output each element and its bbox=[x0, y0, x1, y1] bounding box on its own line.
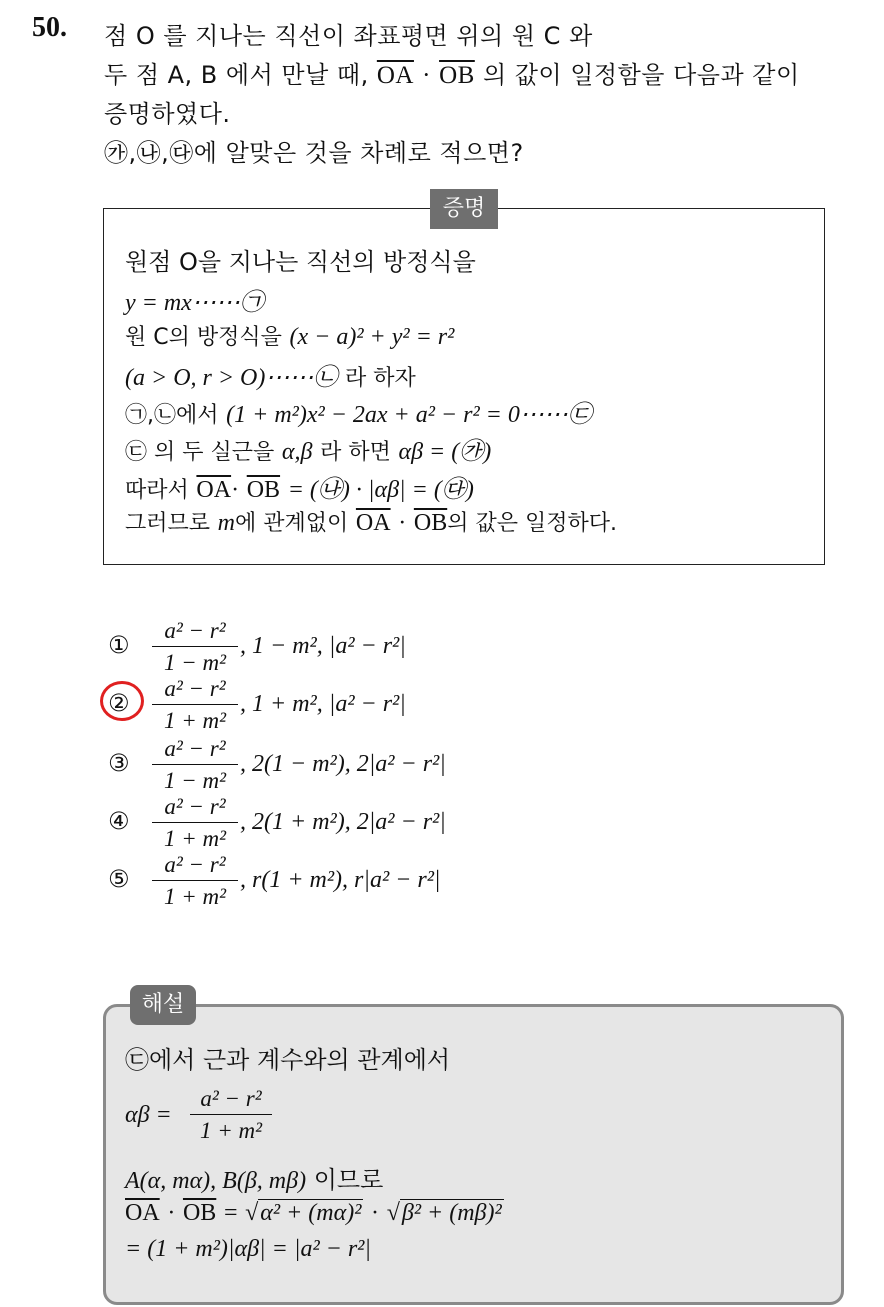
dot-operator: · bbox=[167, 1200, 176, 1226]
segment-oa: $\overline{OA}$ bbox=[196, 477, 232, 503]
question-line-4: ㉮,㉯,㉰에 알맞은 것을 차례로 적으면? bbox=[104, 139, 524, 167]
proof-line-6-text-2: 라 하면 bbox=[320, 440, 391, 465]
fraction-bar bbox=[152, 822, 238, 823]
choice-number: ④ bbox=[108, 807, 130, 835]
choice-rest: , 1 − m², |a² − r²| bbox=[240, 633, 406, 659]
fraction-denominator: 1 + m² bbox=[163, 884, 227, 909]
condition: (a > O, r > O)⋯⋯㉡ bbox=[125, 365, 338, 391]
choice-number: ② bbox=[108, 689, 130, 717]
fraction-numerator: a² − r² bbox=[164, 794, 226, 819]
solution-line-3-text: 이므로 bbox=[313, 1166, 384, 1194]
question-number: 50. bbox=[32, 12, 67, 43]
solution-tag: 해설 bbox=[130, 985, 196, 1025]
question-line-2 bbox=[104, 55, 800, 90]
choice-number: ① bbox=[108, 631, 130, 659]
proof-line-7-text: 따라서 bbox=[125, 478, 189, 503]
proof-line-3 bbox=[125, 320, 454, 351]
choice-rest: , 2(1 + m²), 2|a² − r²| bbox=[240, 809, 446, 835]
solution-line-3 bbox=[125, 1160, 383, 1195]
solution-product-lhs: αβ = bbox=[125, 1102, 172, 1128]
proof-line-2: y = mx⋯⋯㉠ bbox=[125, 290, 264, 316]
segment-oa: $\overline{OA}$ bbox=[125, 1200, 160, 1226]
points-ab: A(α, mα), B(β, mβ) bbox=[125, 1168, 307, 1194]
sqrt-1: α² + (mα)² bbox=[260, 1200, 362, 1226]
choice-rest: , 2(1 − m²), 2|a² − r²| bbox=[240, 751, 446, 777]
dot-operator: · bbox=[422, 62, 431, 89]
answer-mark bbox=[100, 681, 144, 721]
proof-line-4 bbox=[125, 357, 416, 392]
sqrt-sign: √ bbox=[245, 1200, 259, 1226]
proof-line-7 bbox=[125, 469, 474, 504]
proof-line-8-text-3: 의 값은 일정하다. bbox=[447, 511, 617, 536]
dot-operator: · bbox=[398, 510, 407, 536]
proof-line-8-text: 그러므로 bbox=[125, 511, 211, 536]
quadratic-equation: (1 + m²)x² − 2ax + a² − r² = 0⋯⋯㉢ bbox=[226, 402, 592, 428]
choice-fraction bbox=[152, 735, 238, 795]
fraction-bar bbox=[190, 1114, 272, 1115]
question-line-2-a: 두 점 A, B 에서 만날 때, bbox=[104, 61, 369, 89]
fraction-numerator: a² − r² bbox=[164, 852, 226, 877]
proof-line-4-text: 라 하자 bbox=[345, 366, 416, 391]
fraction-denominator: 1 + m² bbox=[163, 708, 227, 733]
proof-line-7-eq: = (㉯) · |αβ| = (㉰) bbox=[287, 477, 474, 503]
choice-fraction bbox=[152, 851, 238, 911]
fraction-bar bbox=[152, 646, 238, 647]
choice-fraction bbox=[152, 617, 238, 677]
fraction-denominator: 1 − m² bbox=[163, 768, 227, 793]
question-line-3: 증명하였다. bbox=[104, 100, 231, 128]
question-line-2-b: 의 값이 일정함을 다음과 같이 bbox=[482, 61, 800, 89]
fraction-denominator: 1 − m² bbox=[163, 650, 227, 675]
proof-line-6 bbox=[125, 431, 491, 466]
fraction-numerator: a² − r² bbox=[164, 676, 226, 701]
fraction-numerator: a² − r² bbox=[164, 618, 226, 643]
equals-sign: = bbox=[223, 1200, 238, 1226]
roots: α,β bbox=[281, 439, 313, 465]
choice-fraction bbox=[152, 793, 238, 853]
proof-line-8 bbox=[125, 506, 617, 537]
variable-m: m bbox=[217, 510, 235, 536]
fraction-bar bbox=[152, 704, 238, 705]
dot-operator: · bbox=[231, 477, 240, 503]
solution-line-1: ㉢에서 근과 계수와의 관계에서 bbox=[125, 1046, 451, 1074]
proof-line-6-text: ㉢ 의 두 실근을 bbox=[125, 440, 275, 465]
choice-fraction bbox=[152, 675, 238, 735]
solution-line-4 bbox=[125, 1198, 504, 1227]
fraction-denominator: 1 + m² bbox=[199, 1118, 263, 1143]
choice-rest: , 1 + m², |a² − r²| bbox=[240, 691, 406, 717]
proof-line-1: 원점 O을 지나는 직선의 방정식을 bbox=[125, 248, 476, 276]
proof-tag: 증명 bbox=[430, 189, 498, 229]
fraction-numerator: a² − r² bbox=[164, 736, 226, 761]
choice-number: ③ bbox=[108, 749, 130, 777]
fraction-numerator: a² − r² bbox=[200, 1086, 262, 1111]
proof-line-8-text-2: 에 관계없이 bbox=[235, 511, 349, 536]
solution-fraction bbox=[190, 1085, 272, 1145]
segment-ob: $\overline{OB}$ bbox=[439, 62, 475, 89]
segment-oa: $\overline{OA}$ bbox=[376, 62, 414, 89]
dot-operator: · bbox=[371, 1200, 380, 1226]
proof-line-5 bbox=[125, 394, 592, 429]
segment-ob: $\overline{OB}$ bbox=[182, 1200, 217, 1226]
product-of-roots: αβ = (㉮) bbox=[398, 439, 492, 465]
fraction-bar bbox=[152, 764, 238, 765]
fraction-denominator: 1 + m² bbox=[163, 826, 227, 851]
sqrt-sign: √ bbox=[386, 1200, 400, 1226]
segment-ob: $\overline{OB}$ bbox=[413, 510, 448, 536]
segment-oa: $\overline{OA}$ bbox=[355, 510, 391, 536]
choice-rest: , r(1 + m²), r|a² − r²| bbox=[240, 867, 441, 893]
fraction-bar bbox=[152, 880, 238, 881]
segment-ob: $\overline{OB}$ bbox=[246, 477, 281, 503]
question-line-1: 점 O 를 지나는 직선이 좌표평면 위의 원 C 와 bbox=[104, 22, 593, 50]
proof-line-5-text: ㉠,㉡에서 bbox=[125, 403, 219, 428]
solution-line-5: = (1 + m²)|αβ| = |a² − r²| bbox=[125, 1236, 371, 1262]
choice-number: ⑤ bbox=[108, 865, 130, 893]
proof-line-3-text: 원 C의 방정식을 bbox=[125, 325, 282, 350]
circle-equation: (x − a)² + y² = r² bbox=[289, 324, 455, 350]
sqrt-2: β² + (mβ)² bbox=[401, 1200, 502, 1226]
